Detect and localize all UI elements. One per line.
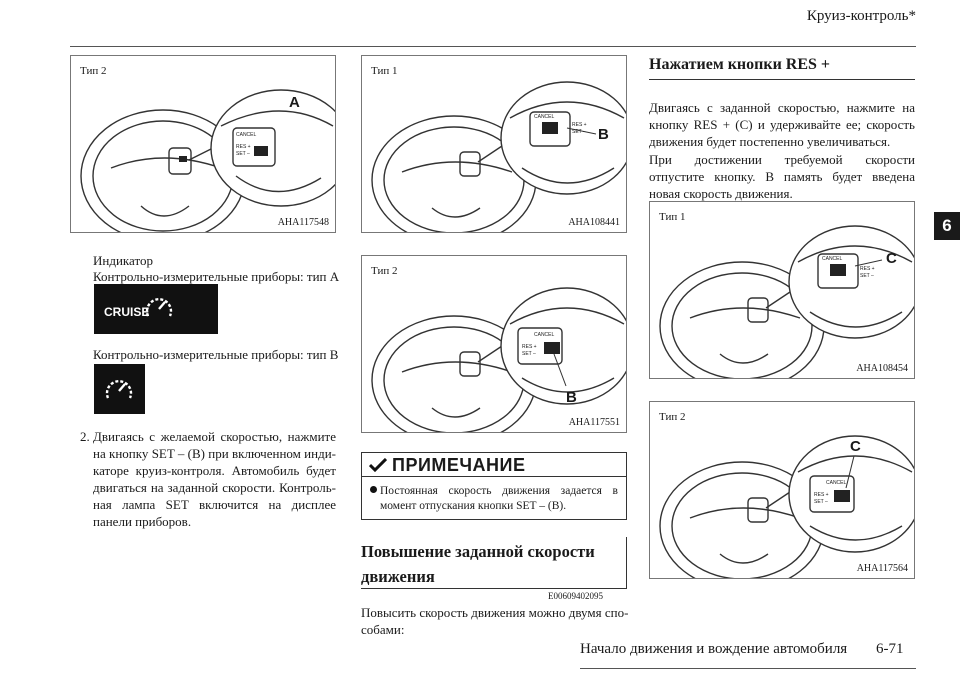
header-rule — [70, 46, 916, 47]
cluster-type-a: Контрольно-измерительные приборы: тип A — [93, 269, 340, 284]
steering-set-label: SET – — [860, 273, 874, 279]
figure-label: Тип 2 — [371, 265, 398, 277]
steering-set-label: SET – — [522, 351, 536, 357]
callout-letter-a: A — [289, 94, 300, 111]
res-paragraph-1: Двигаясь с заданной скоростью, нажмите на кнопку RES + (C) и удерживайте ее; скорость движения будет постепенно увеличиваться. — [649, 100, 915, 149]
figure-label: Тип 1 — [659, 211, 686, 223]
steering-set-label: SET – — [572, 129, 586, 135]
checkmark-icon — [369, 458, 387, 472]
steering-res-label: RES + — [572, 122, 587, 128]
figure-label: Тип 2 — [659, 411, 686, 423]
cluster-type-b: Контрольно-измерительные приборы: тип B — [93, 347, 339, 362]
section-text: Повысить скорость движения можно двумя спо-собами: — [361, 605, 629, 637]
section-code: E00609402095 — [548, 591, 603, 601]
indicator-title: Индикатор — [93, 253, 153, 268]
figure-code: AHA117564 — [856, 563, 908, 574]
res-paragraph-2: При достижении требуемой скорости отпустите кнопку. В память будет введена новая скорость движения. — [649, 152, 915, 201]
callout-letter-c: C — [850, 438, 861, 455]
footer-section: Начало движения и вождение автомобиля — [580, 641, 848, 657]
steering-cancel-label: CANCEL — [822, 256, 843, 262]
note-box — [361, 452, 627, 520]
footer-page-number: 6-71 — [876, 641, 904, 657]
speedometer-icon — [144, 294, 174, 320]
speedometer-icon — [104, 376, 134, 402]
steering-cancel-label: CANCEL — [826, 480, 847, 486]
steering-res-label: RES + — [236, 144, 251, 150]
header-title: Круиз-контроль* — [806, 8, 916, 24]
figure-type2-b — [361, 255, 627, 433]
cruise-text: CRUISE — [104, 305, 150, 319]
steering-cancel-label: CANCEL — [236, 132, 257, 138]
steering-res-label: RES + — [522, 344, 537, 350]
figure-label: Тип 1 — [371, 65, 398, 77]
chapter-tab: 6 — [934, 212, 960, 240]
steering-res-label: RES + — [814, 492, 829, 498]
steering-wheel-illustration — [362, 256, 627, 433]
section-heading: Повышение заданной скорости движения — [361, 542, 595, 586]
cruise-indicator-a — [94, 284, 218, 334]
step-2-text: Двигаясь с желаемой скоростью, нажмите на кнопку SET – (B) при включенном инди-каторе круиз-контроля. Автомобиль будет двигаться на заданной скорости. Контроль-ная лампа SET включится на дисплее панели приборов. — [93, 429, 336, 529]
figure-type1-b — [361, 55, 627, 233]
figure-type2-c — [649, 401, 915, 579]
figure-type2-a — [70, 55, 336, 233]
callout-letter-b: B — [598, 126, 609, 143]
note-header — [362, 453, 626, 477]
figure-code: AHA108454 — [856, 363, 908, 374]
figure-label: Тип 2 — [80, 65, 107, 77]
bullet-icon — [370, 486, 377, 493]
step-number: 2. — [80, 429, 90, 444]
figure-code: AHA117548 — [277, 217, 329, 228]
section-heading-box — [361, 537, 627, 589]
steering-set-label: SET – — [236, 151, 250, 157]
res-heading: Нажатием кнопки RES + — [649, 53, 915, 80]
note-title: ПРИМЕЧАНИЕ — [392, 455, 526, 475]
callout-letter-b: B — [566, 389, 577, 406]
steering-wheel-illustration — [362, 56, 627, 233]
steering-res-label: RES + — [860, 266, 875, 272]
steering-cancel-label: CANCEL — [534, 114, 555, 120]
figure-type1-c — [649, 201, 915, 379]
steering-wheel-illustration — [71, 56, 336, 233]
callout-letter-c: C — [886, 250, 897, 267]
figure-code: AHA117551 — [568, 417, 620, 428]
cruise-indicator-b — [94, 364, 145, 414]
steering-wheel-illustration — [650, 402, 915, 579]
footer-rule — [580, 668, 916, 669]
steering-set-label: SET – — [814, 499, 828, 505]
note-text: Постоянная скорость движения задается в момент отпускания кнопки SET – (B). — [380, 485, 618, 512]
steering-cancel-label: CANCEL — [534, 332, 555, 338]
steering-wheel-illustration — [650, 202, 915, 379]
figure-code: AHA108441 — [568, 217, 620, 228]
